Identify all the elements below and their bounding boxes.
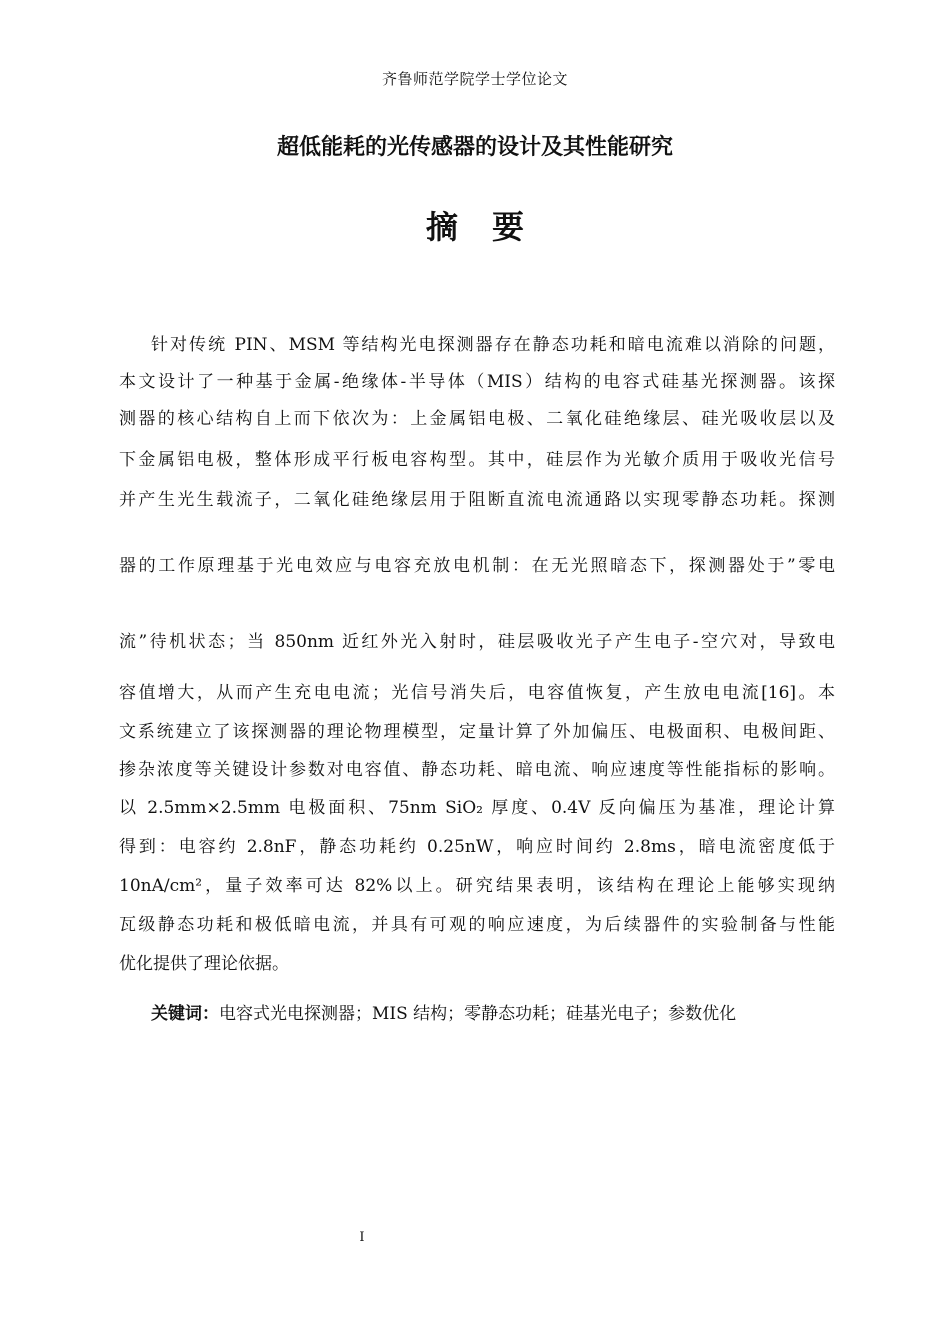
abstract-line: 得到：电容约 2.8nF，静态功耗约 0.25nW，响应时间约 2.8ms，暗电流密度低于 xyxy=(119,837,835,857)
keywords-label: 关键词： xyxy=(151,1004,219,1024)
keywords-text: 电容式光电探测器；MIS 结构；零静态功耗；硅基光电子；参数优化 xyxy=(219,1004,737,1024)
keywords-line xyxy=(151,1002,835,1026)
abstract-heading: 摘要 xyxy=(425,208,558,246)
abstract-line: 优化提供了理论依据。 xyxy=(119,954,289,974)
abstract-line: 瓦级静态功耗和极低暗电流，并具有可观的响应速度，为后续器件的实验制备与性能 xyxy=(119,915,835,935)
abstract-line: 下金属铝电极，整体形成平行板电容构型。其中，硅层作为光敏介质用于吸收光信号 xyxy=(119,450,835,470)
abstract-line: 10nA/cm²，量子效率可达 82%以上。研究结果表明，该结构在理论上能够实现纳 xyxy=(119,876,835,896)
abstract-line: 并产生光生载流子，二氧化硅绝缘层用于阻断直流电流通路以实现零静态功耗。探测 xyxy=(119,490,835,510)
abstract-line: 以 2.5mm×2.5mm 电极面积、75nm SiO₂ 厚度、0.4V 反向偏压为基准，理论计算 xyxy=(119,798,835,818)
page-number: I xyxy=(359,1230,365,1245)
abstract-line: 针对传统 PIN、MSM 等结构光电探测器存在静态功耗和暗电流难以消除的问题， xyxy=(151,335,835,355)
running-header: 齐鲁师范学院学士学位论文 xyxy=(381,70,568,88)
abstract-line: 本文设计了一种基于金属-绝缘体-半导体（MIS）结构的电容式硅基光探测器。该探 xyxy=(119,372,835,392)
abstract-line: 容值增大，从而产生充电电流；光信号消失后，电容值恢复，产生放电电流[16]。本 xyxy=(119,683,835,703)
abstract-line: 流”待机状态；当 850nm 近红外光入射时，硅层吸收光子产生电子-空穴对，导致电 xyxy=(119,632,835,652)
abstract-line: 文系统建立了该探测器的理论物理模型，定量计算了外加偏压、电极面积、电极间距、 xyxy=(119,722,835,742)
abstract-line: 器的工作原理基于光电效应与电容充放电机制：在无光照暗态下，探测器处于”零电 xyxy=(119,556,835,576)
abstract-line: 测器的核心结构自上而下依次为：上金属铝电极、二氧化硅绝缘层、硅光吸收层以及 xyxy=(119,409,835,429)
abstract-line: 掺杂浓度等关键设计参数对电容值、静态功耗、暗电流、响应速度等性能指标的影响。 xyxy=(119,760,835,780)
thesis-title: 超低能耗的光传感器的设计及其性能研究 xyxy=(276,135,673,160)
